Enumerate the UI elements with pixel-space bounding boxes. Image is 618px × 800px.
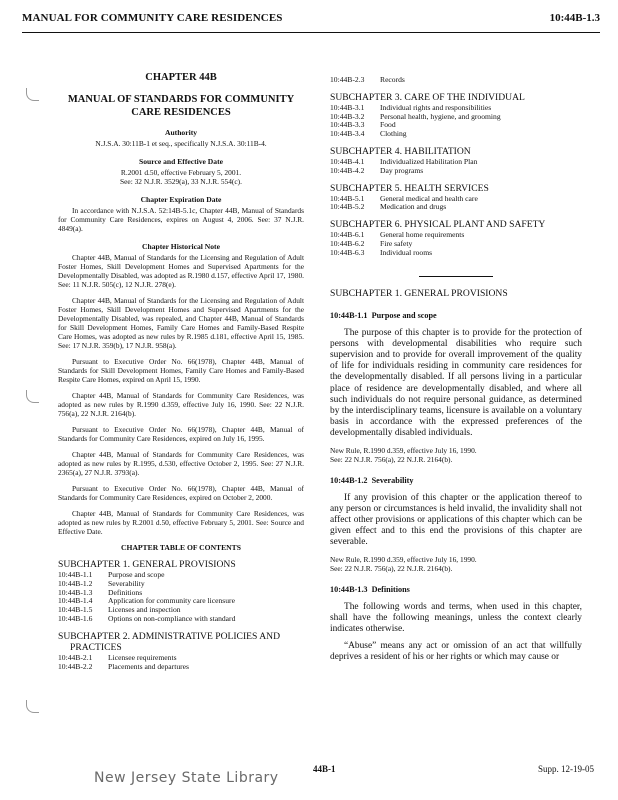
toc-entry-title: Medication and drugs xyxy=(380,202,447,212)
toc-entry-number: 10:44B-4.2 xyxy=(330,165,365,175)
toc-entry xyxy=(58,571,304,580)
toc-entry-number: 10:44B-1.5 xyxy=(58,605,93,615)
toc-entry-title: Licenses and inspection xyxy=(108,605,181,615)
toc-subchapter-title: SUBCHAPTER 5. HEALTH SERVICES xyxy=(330,182,489,194)
toc-entry-title: Clothing xyxy=(380,129,407,139)
toc-entry xyxy=(58,615,304,624)
left-column xyxy=(58,44,304,671)
toc-entry-title: General home requirements xyxy=(380,230,465,240)
toc-entry-number: 10:44B-5.2 xyxy=(330,202,365,212)
right-column xyxy=(330,76,582,670)
header-manual-title: MANUAL FOR COMMUNITY CARE RESIDENCES xyxy=(22,12,283,24)
toc-entry xyxy=(330,167,582,176)
toc-subchapter-title-cont: PRACTICES xyxy=(70,641,122,653)
historical-note: Pursuant to Executive Order No. 66(1978), Chapter 44B, Manual of Standards for Community Care Residences, expired on October 2, 2000. xyxy=(58,484,304,502)
toc-entry-title: Fire safety xyxy=(380,238,413,248)
section-title: Definitions xyxy=(371,584,410,594)
chapter-title: CHAPTER 44B xyxy=(145,72,217,83)
toc-entry-number: 10:44B-1.2 xyxy=(58,578,93,588)
toc-entry xyxy=(330,249,582,258)
margin-mark xyxy=(26,700,39,713)
section-heading xyxy=(330,311,582,320)
section-body: If any provision of this chapter or the application thereof to any person or circumstances is held invalid, the invalidity shall not affect other provisions or applications of this chapter which can be given effect and to this end the provisions of this chapter are severable. xyxy=(330,492,582,548)
toc-entry-title: Purpose and scope xyxy=(108,570,165,579)
toc-entry xyxy=(330,231,582,240)
definition-abuse: “Abuse” means any act or omission of an act that willfully deprives a resident of his or her rights or which may cause or xyxy=(330,641,582,663)
historical-note: Chapter 44B, Manual of Standards for the Licensing and Regulation of Adult Foster Homes, Skill Development Homes and Supervised Apartments for the Developmentally Disabled, was adopted as R.1980 d.157, effective April 17, 1980. See: 11 N.J.R. 505(c), 12 N.J.R. 278(e). xyxy=(58,253,304,289)
toc-entry xyxy=(330,130,582,139)
toc-entry-number: 10:44B-4.1 xyxy=(330,156,365,166)
toc-entry-title: Records xyxy=(380,75,405,84)
toc-subchapter-title: SUBCHAPTER 1. GENERAL PROVISIONS xyxy=(58,559,236,570)
toc-entry-title: Personal health, hygiene, and grooming xyxy=(380,111,501,121)
section-title: Purpose and scope xyxy=(371,310,437,320)
toc-entry-title: Definitions xyxy=(108,587,143,597)
section-heading xyxy=(330,585,582,594)
toc-entry-number: 10:44B-6.2 xyxy=(330,238,365,248)
toc-entry xyxy=(58,597,304,606)
toc-entry xyxy=(330,158,582,167)
historical-note: Chapter 44B, Manual of Standards for the Licensing and Regulation of Adult Foster Homes, Skill Development Homes and Supervised Apartments for the Developmentally Disabled, was repealed, and Chapter 44B, Manual of Standards for Skill Development Homes, Family Care Homes and Family-Based Respite Care Homes, was adopted as new rules by R.1985 d.181, effective April 15, 1985. See: 17 N.J.R. 359(b), 17 N.J.R. 958(a). xyxy=(58,296,304,350)
toc-entry-title: Licensee requirements xyxy=(108,652,177,662)
section-history xyxy=(330,446,582,464)
toc-entry-number: 10:44B-6.3 xyxy=(330,247,365,257)
running-header xyxy=(22,10,600,33)
subchapter-heading: SUBCHAPTER 1. GENERAL PROVISIONS xyxy=(330,287,508,299)
toc-entry-title: Food xyxy=(380,120,396,130)
supplement-date: Supp. 12-19-05 xyxy=(538,764,594,774)
historical-note: Chapter 44B, Manual of Standards for Community Care Residences, was adopted as new rules by R.1990 d.359, effective July 16, 1990. See: 22 N.J.R. 756(a), 22 N.J.R. 2164(b). xyxy=(58,391,304,418)
toc-entry-number: 10:44B-1.1 xyxy=(58,570,93,579)
toc-entry-title: Day programs xyxy=(380,165,424,175)
page-footer xyxy=(0,758,618,792)
historical-heading: Chapter Historical Note xyxy=(142,242,220,251)
section-body: The following words and terms, when used in this chapter, shall have the following meanings, unless the context clearly indicates otherwise. xyxy=(330,601,582,635)
manual-title: MANUAL OF STANDARDS FOR COMMUNITY CARE RESIDENCES xyxy=(67,94,295,118)
toc-entry xyxy=(330,121,582,130)
toc-entry xyxy=(330,203,582,212)
source-line: R.2001 d.50, effective February 5, 2001. xyxy=(120,168,242,177)
expiration-text: In accordance with N.J.S.A. 52:14B-5.1c, Chapter 44B, Manual of Standards for Community Care Residences, expires on August 4, 2006. See: 37 N.J.R. 4849(a). xyxy=(58,206,304,233)
toc-subchapter-title: SUBCHAPTER 2. ADMINISTRATIVE POLICIES AND xyxy=(58,630,281,642)
section-history xyxy=(330,555,582,573)
history-line: New Rule, R.1990 d.359, effective July 16, 1990. xyxy=(330,445,477,455)
authority-text: N.J.S.A. 30:11B-1 et seq., specifically N.J.S.A. 30:11B-4. xyxy=(95,139,267,148)
header-section-number: 10:44B-1.3 xyxy=(549,12,600,24)
toc-entry-number: 10:44B-5.1 xyxy=(330,193,365,203)
toc-entry-title: Placements and departures xyxy=(108,661,189,671)
toc-entry-number: 10:44B-2.3 xyxy=(330,75,365,84)
section-heading xyxy=(330,476,582,485)
historical-note: Pursuant to Executive Order No. 66(1978), Chapter 44B, Manual of Standards for Skill Development Homes, Family Care Homes and Family-Based Respite Care Homes, expired on April 15, 1990. xyxy=(58,357,304,384)
toc-subchapter-title: SUBCHAPTER 6. PHYSICAL PLANT AND SAFETY xyxy=(330,219,546,231)
section-body: The purpose of this chapter is to provide for the protection of persons with developmental disabilities who require such supervision and to provide for overall improvement of the quality of life for individuals residing in community care residences for the developmentally disabled. If all persons living in a particular place of residence are developmentally disabled, and where all such individuals do not require personal guidance, as determined by the interdisciplinary teams, licensure is available on a voluntary basis in accordance with the expressed preferences of the developmentally disabled individuals. xyxy=(330,327,582,439)
library-stamp: New Jersey State Library xyxy=(94,770,279,786)
toc-entry xyxy=(330,195,582,204)
historical-note: Chapter 44B, Manual of Standards for Community Care Residences, was adopted as new rules by R.2001 d.50, effective February 5, 2001. See: Source and Effective Date. xyxy=(58,509,304,536)
source-heading: Source and Effective Date xyxy=(138,157,223,166)
historical-note: Chapter 44B, Manual of Standards for Community Care Residences, was adopted as new rules by R.1995, d.530, effective October 2, 1995. See: 27 N.J.R. 2365(a), 27 N.J.R. 3793(a). xyxy=(58,450,304,477)
toc-subchapter-title: SUBCHAPTER 4. HABILITATION xyxy=(330,145,471,157)
toc-entry-title: Individual rooms xyxy=(380,247,433,257)
section-title: Severability xyxy=(371,475,414,485)
toc-entry-title: Individualized Habilitation Plan xyxy=(380,156,478,166)
toc-entry-title: Options on non-compliance with standard xyxy=(108,613,236,623)
margin-mark xyxy=(26,390,39,403)
margin-mark xyxy=(26,88,39,101)
toc-entry-title: Application for community care licensure xyxy=(108,596,235,606)
toc-entry-number: 10:44B-6.1 xyxy=(330,230,365,240)
history-line: See: 22 N.J.R. 756(a), 22 N.J.R. 2164(b). xyxy=(330,563,453,573)
source-line: See: 32 N.J.R. 3529(a), 33 N.J.R. 554(c). xyxy=(120,177,242,186)
history-line: See: 22 N.J.R. 756(a), 22 N.J.R. 2164(b). xyxy=(330,454,453,464)
toc-entry-number: 10:44B-3.2 xyxy=(330,111,365,121)
toc-entry-number: 10:44B-2.1 xyxy=(58,652,93,662)
toc-entry-number: 10:44B-1.3 xyxy=(58,587,93,597)
toc-entry-number: 10:44B-1.4 xyxy=(58,596,93,606)
toc-entry-number: 10:44B-2.2 xyxy=(58,661,93,671)
toc-entry-number: 10:44B-3.3 xyxy=(330,120,365,130)
toc-entry xyxy=(330,76,582,85)
toc-entry xyxy=(58,580,304,589)
expiration-heading: Chapter Expiration Date xyxy=(140,195,222,204)
section-divider xyxy=(419,276,493,277)
toc-entry-title: General medical and health care xyxy=(380,193,478,203)
toc-entry-title: Severability xyxy=(108,578,145,588)
toc-entry-number: 10:44B-3.4 xyxy=(330,129,365,139)
historical-note: Pursuant to Executive Order No. 66(1978), Chapter 44B, Manual of Standards for Community Care Residences, expired on July 16, 1995. xyxy=(58,425,304,443)
toc-entry-title: Individual rights and responsibilities xyxy=(380,102,492,112)
page-number: 44B-1 xyxy=(313,764,336,774)
authority-heading: Authority xyxy=(164,128,198,137)
toc-entry xyxy=(330,240,582,249)
toc-entry xyxy=(330,113,582,122)
history-line: New Rule, R.1990 d.359, effective July 16, 1990. xyxy=(330,554,477,564)
toc-subchapter-title: SUBCHAPTER 3. CARE OF THE INDIVIDUAL xyxy=(330,91,525,103)
toc-heading: CHAPTER TABLE OF CONTENTS xyxy=(121,543,241,552)
section-number: 10:44B-1.2 xyxy=(330,475,368,485)
section-number: 10:44B-1.3 xyxy=(330,584,368,594)
section-number: 10:44B-1.1 xyxy=(330,310,368,320)
toc-entry-number: 10:44B-1.6 xyxy=(58,613,93,623)
toc-entry-number: 10:44B-3.1 xyxy=(330,102,365,112)
toc-entry xyxy=(58,663,304,672)
